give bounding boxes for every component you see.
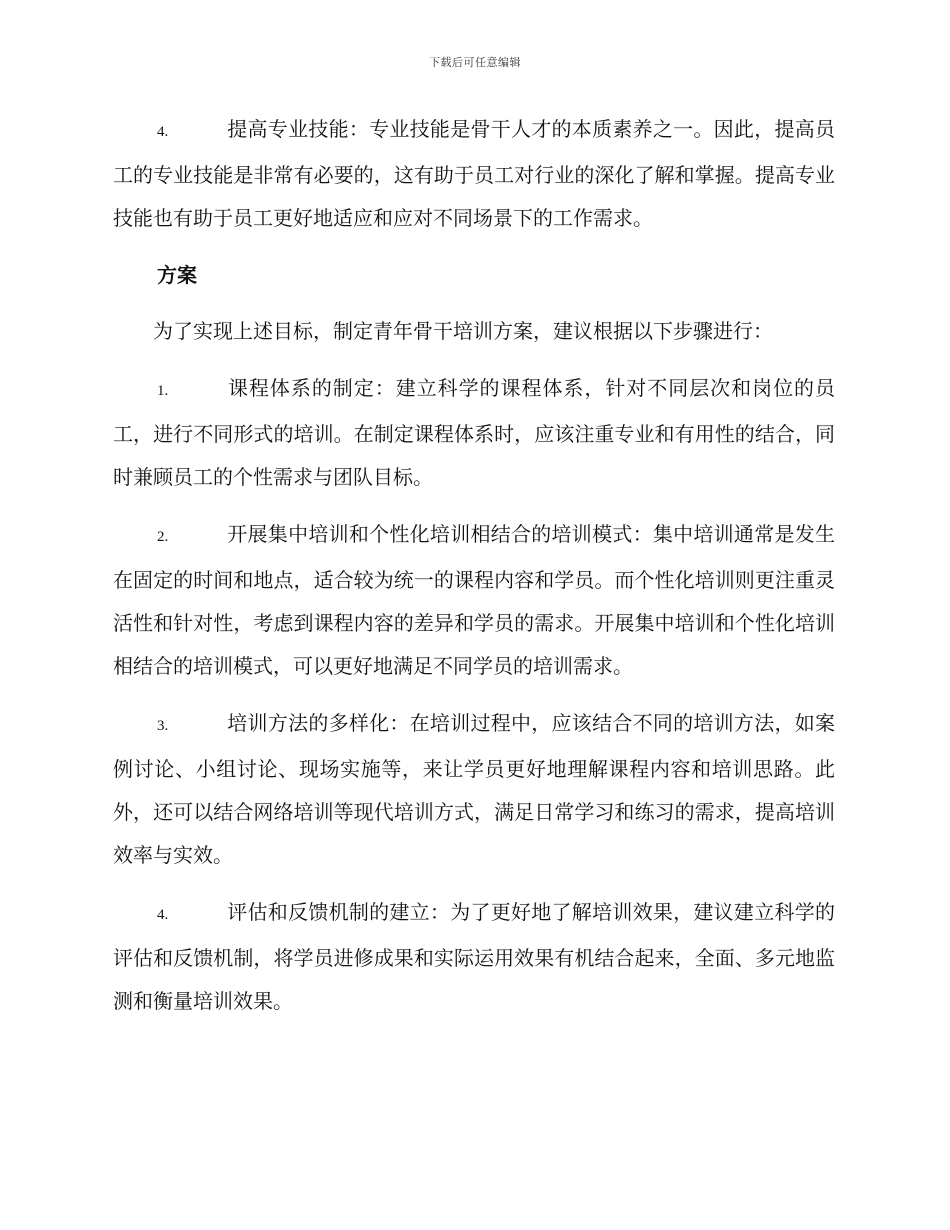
- list-number: 1.: [157, 383, 169, 399]
- list-number: 3.: [157, 718, 169, 734]
- list-item-step-1: [113, 367, 835, 499]
- list-text: 培训方法的多样化：在培训过程中，应该结合不同的培训方法，如案例讨论、小组讨论、现场实施等，来让学员更好地理解课程内容和培训思路。此外，还可以结合网络培训等现代培训方式，满足日常学习和练习的需求，提高培训效率与实效。: [113, 711, 835, 867]
- section-heading: 方案: [157, 263, 197, 287]
- section-intro: 为了实现上述目标，制定青年骨干培训方案，建议根据以下步骤进行：: [153, 319, 773, 343]
- list-text: 课程体系的制定：建立科学的课程体系，针对不同层次和岗位的员工，进行不同形式的培训。在制定课程体系时，应该注重专业和有用性的结合，同时兼顾员工的个性需求与团队目标。: [113, 376, 835, 489]
- list-text: 评估和反馈机制的建立：为了更好地了解培训效果，建议建立科学的评估和反馈机制，将学员进修成果和实际运用效果有机结合起来，全面、多元地监测和衡量培训效果。: [113, 900, 835, 1013]
- list-text: 提高专业技能：专业技能是骨干人才的本质素养之一。因此，提高员工的专业技能是非常有必要的，这有助于员工对行业的深化了解和掌握。提高专业技能也有助于员工更好地适应和应对不同场景下的工作需求。: [113, 117, 835, 230]
- list-item-goal-4: [113, 108, 835, 240]
- list-item-step-2: [113, 513, 835, 688]
- list-text: 开展集中培训和个性化培训相结合的培训模式：集中培训通常是发生在固定的时间和地点，适合较为统一的课程内容和学员。而个性化培训则更注重灵活性和针对性，考虑到课程内容的差异和学员的需求。开展集中培训和个性化培训相结合的培训模式，可以更好地满足不同学员的培训需求。: [113, 522, 835, 678]
- list-number: 2.: [157, 529, 169, 545]
- list-item-step-4: [113, 891, 835, 1023]
- list-item-step-3: [113, 702, 835, 877]
- document-body: [113, 108, 835, 1037]
- list-number: 4.: [157, 124, 169, 140]
- page-header: 下载后可任意编辑: [429, 56, 521, 69]
- list-number: 4.: [157, 907, 169, 923]
